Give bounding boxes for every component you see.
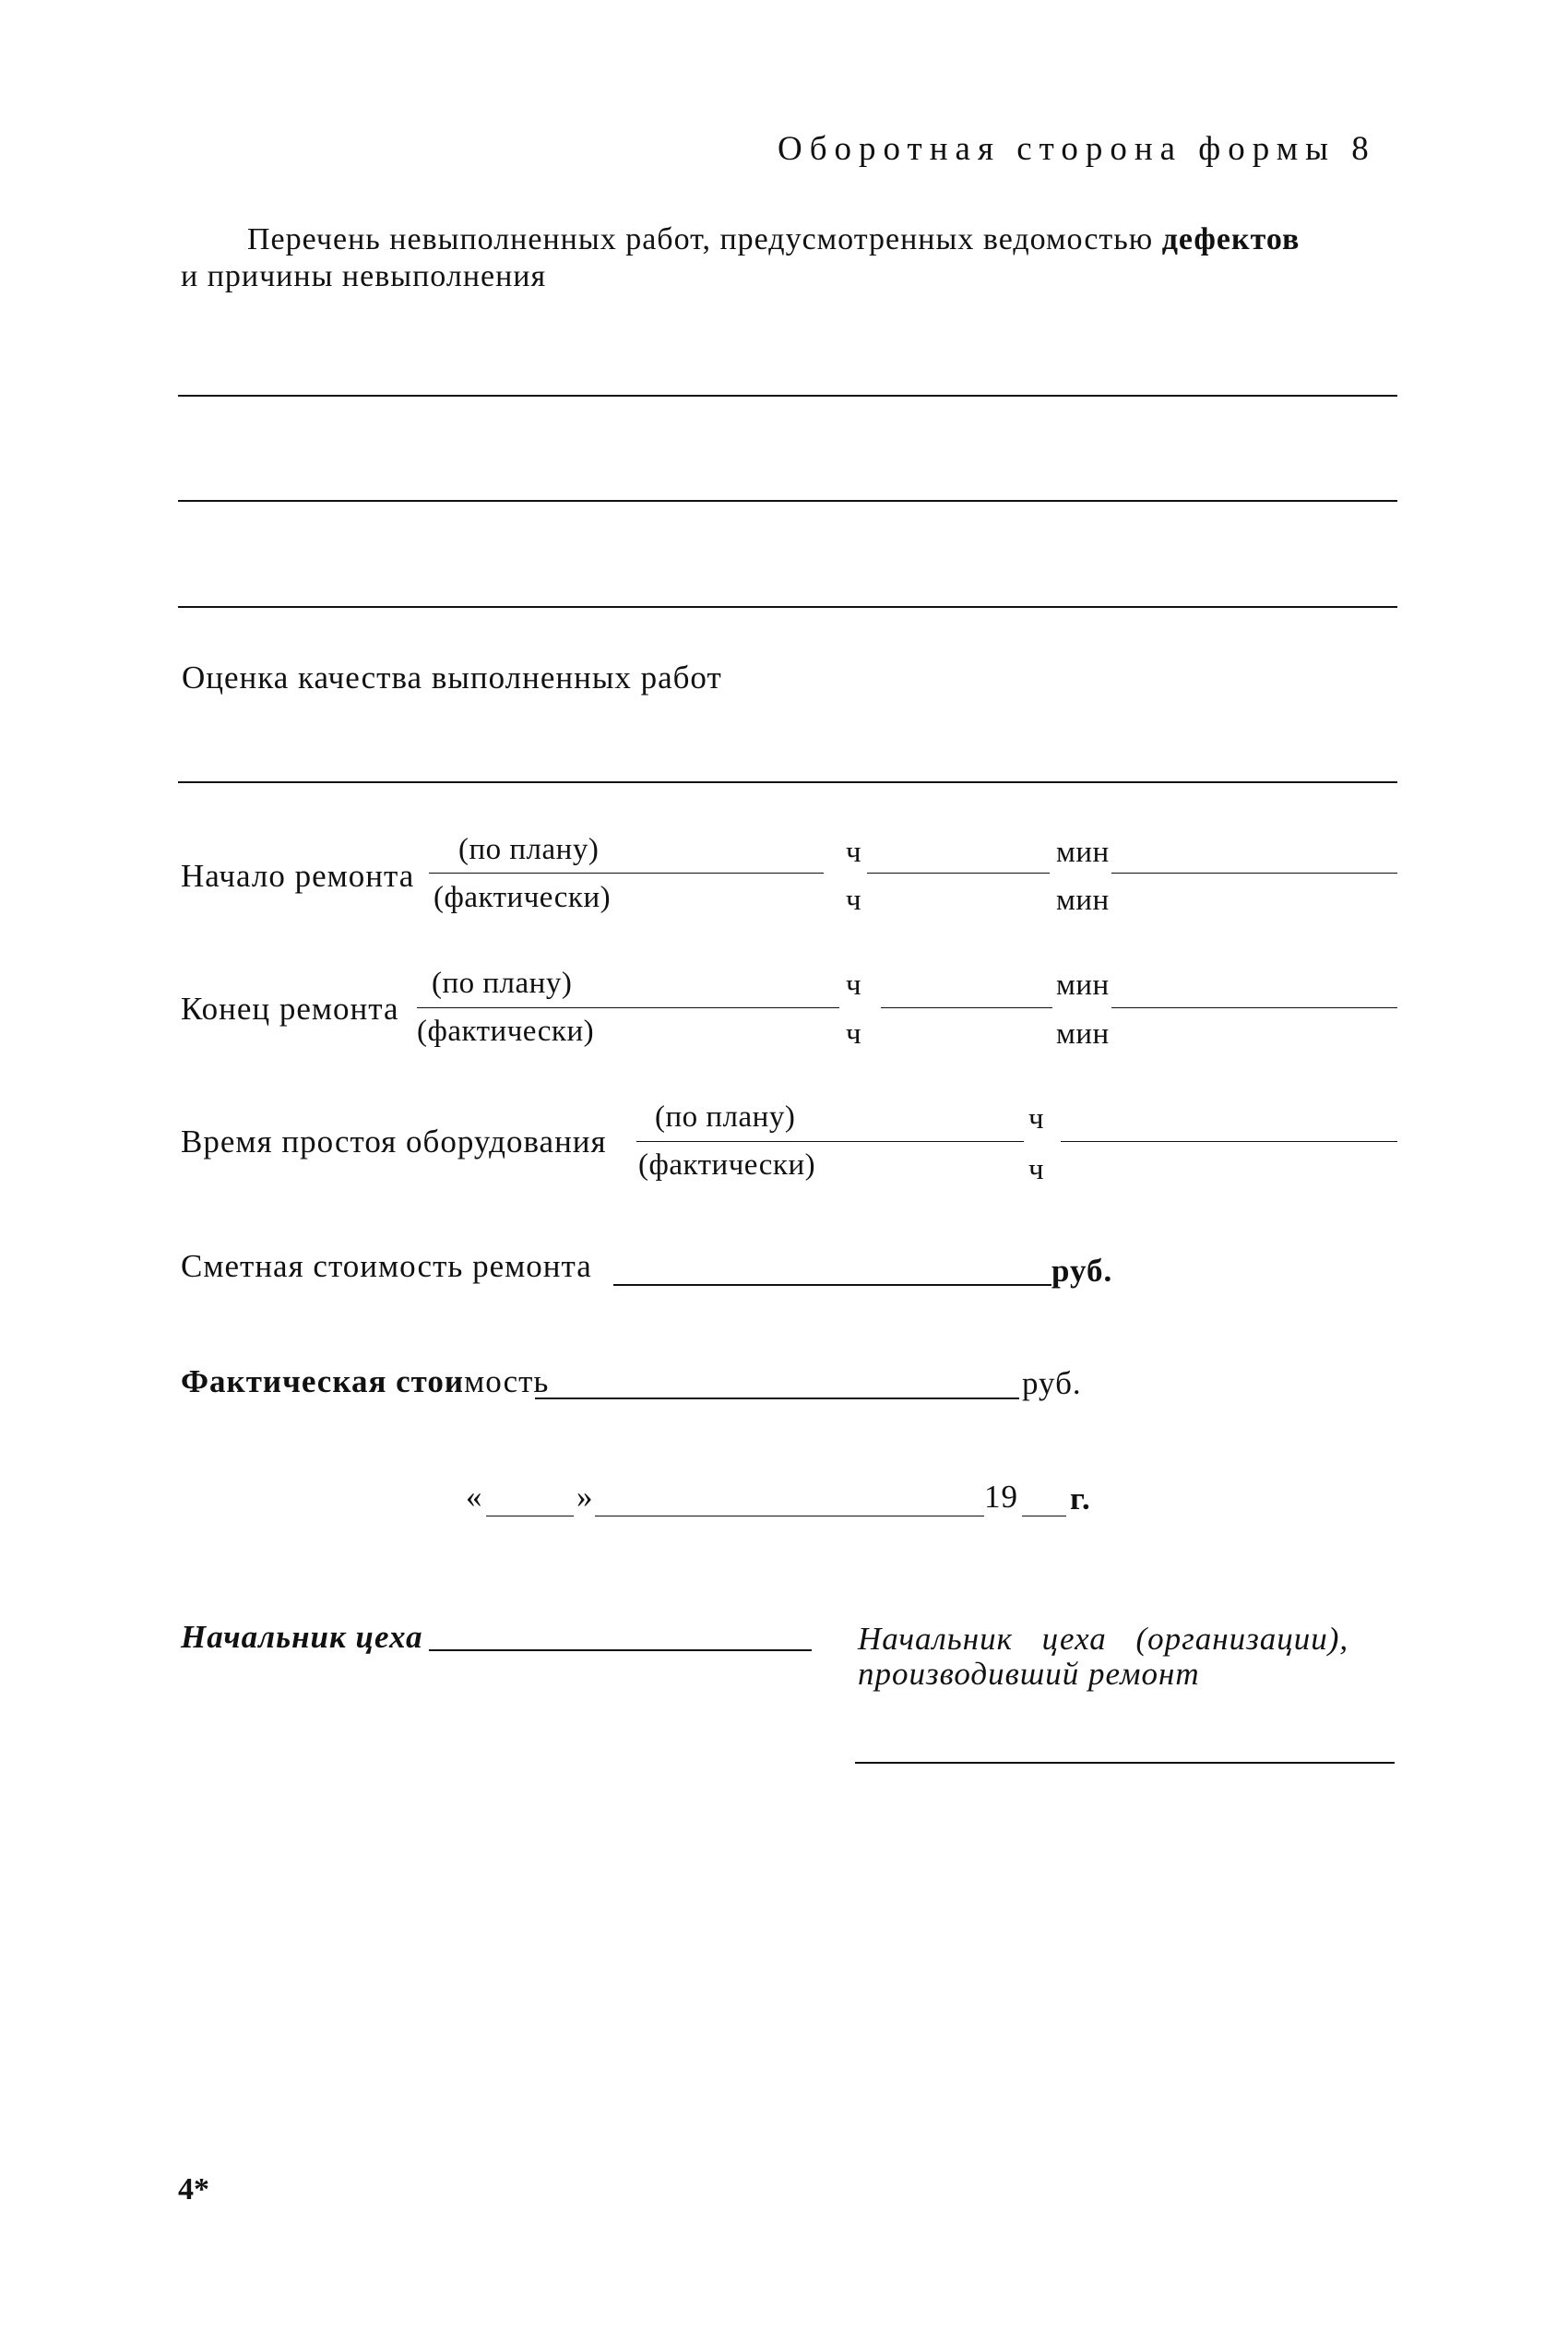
- repair-start-fact-label: (фактически): [434, 881, 612, 914]
- estimated-cost-field[interactable]: [613, 1284, 1051, 1286]
- signature-right-line[interactable]: [855, 1762, 1395, 1764]
- repair-end-fact-hour-unit: ч: [846, 1017, 862, 1051]
- downtime-plan-label: (по плану): [655, 1100, 796, 1134]
- repair-start-plan-min-unit: мин: [1056, 836, 1110, 869]
- date-year-suffix: г.: [1070, 1481, 1091, 1516]
- repair-start-plan-hour-unit: ч: [846, 836, 862, 869]
- date-open-quote: «: [466, 1479, 483, 1515]
- downtime-label: Время простоя оборудования: [181, 1124, 607, 1160]
- repair-start-plan-hour-field[interactable]: [867, 873, 1050, 874]
- repair-start-fact-hour-unit: ч: [846, 884, 862, 917]
- date-year-prefix: 19: [984, 1479, 1018, 1515]
- repair-end-plan-min-field[interactable]: [1111, 1007, 1397, 1008]
- incomplete-works-line-3[interactable]: [178, 606, 1397, 608]
- actual-cost-field[interactable]: [535, 1397, 1019, 1399]
- page-mark: 4*: [178, 2172, 209, 2206]
- estimated-cost-label: Сметная стоимость ремонта: [181, 1248, 592, 1284]
- repair-end-fact-min-unit: мин: [1056, 1017, 1110, 1051]
- repair-end-fact-label: (фактически): [417, 1015, 595, 1048]
- repair-end-plan-min-unit: мин: [1056, 969, 1110, 1002]
- form-header-title: Оборотная сторона формы 8: [778, 130, 1376, 168]
- actual-cost-label-bold: Фактическая стои: [181, 1363, 465, 1399]
- repair-start-plan-label: (по плану): [458, 833, 600, 866]
- intro-line-2: и причины невыполнения: [181, 259, 547, 293]
- signature-right-line-1: Начальник цеха (организации),: [858, 1621, 1349, 1657]
- quality-label: Оценка качества выполненных работ: [182, 660, 722, 696]
- repair-start-fraction-line: [429, 873, 824, 874]
- estimated-cost-unit: руб.: [1051, 1253, 1113, 1289]
- incomplete-works-line-1[interactable]: [178, 395, 1397, 397]
- signature-left-line[interactable]: [429, 1649, 812, 1651]
- signature-right-line-2: производивший ремонт: [858, 1656, 1200, 1692]
- downtime-plan-hour-field[interactable]: [1061, 1141, 1397, 1142]
- intro-line-1: Перечень невыполненных работ, предусмотренных ведомостью: [247, 222, 1154, 256]
- downtime-fraction-line: [636, 1141, 1024, 1142]
- signature-left-label: Начальник цеха: [181, 1619, 423, 1655]
- repair-start-plan-min-field[interactable]: [1111, 873, 1397, 874]
- incomplete-works-line-2[interactable]: [178, 500, 1397, 502]
- actual-cost-label: [181, 1363, 549, 1400]
- actual-cost-label-rest: мость: [464, 1363, 550, 1399]
- repair-start-fact-min-unit: мин: [1056, 884, 1110, 917]
- repair-end-plan-label: (по плану): [432, 967, 573, 1000]
- date-close-quote: »: [576, 1479, 594, 1515]
- repair-end-label: Конец ремонта: [181, 991, 399, 1027]
- intro-line-1-bold: дефектов: [1161, 222, 1301, 256]
- repair-end-plan-hour-field[interactable]: [881, 1007, 1052, 1008]
- downtime-fact-hour-unit: ч: [1028, 1153, 1045, 1186]
- repair-start-label: Начало ремонта: [181, 858, 415, 894]
- repair-end-fraction-line: [417, 1007, 839, 1008]
- downtime-plan-hour-unit: ч: [1028, 1102, 1045, 1136]
- incomplete-works-heading: [181, 221, 1300, 295]
- quality-line[interactable]: [178, 781, 1397, 783]
- actual-cost-unit: руб.: [1022, 1365, 1082, 1401]
- signature-right-label: [858, 1622, 1348, 1692]
- downtime-fact-label: (фактически): [638, 1148, 816, 1182]
- repair-end-plan-hour-unit: ч: [846, 969, 862, 1002]
